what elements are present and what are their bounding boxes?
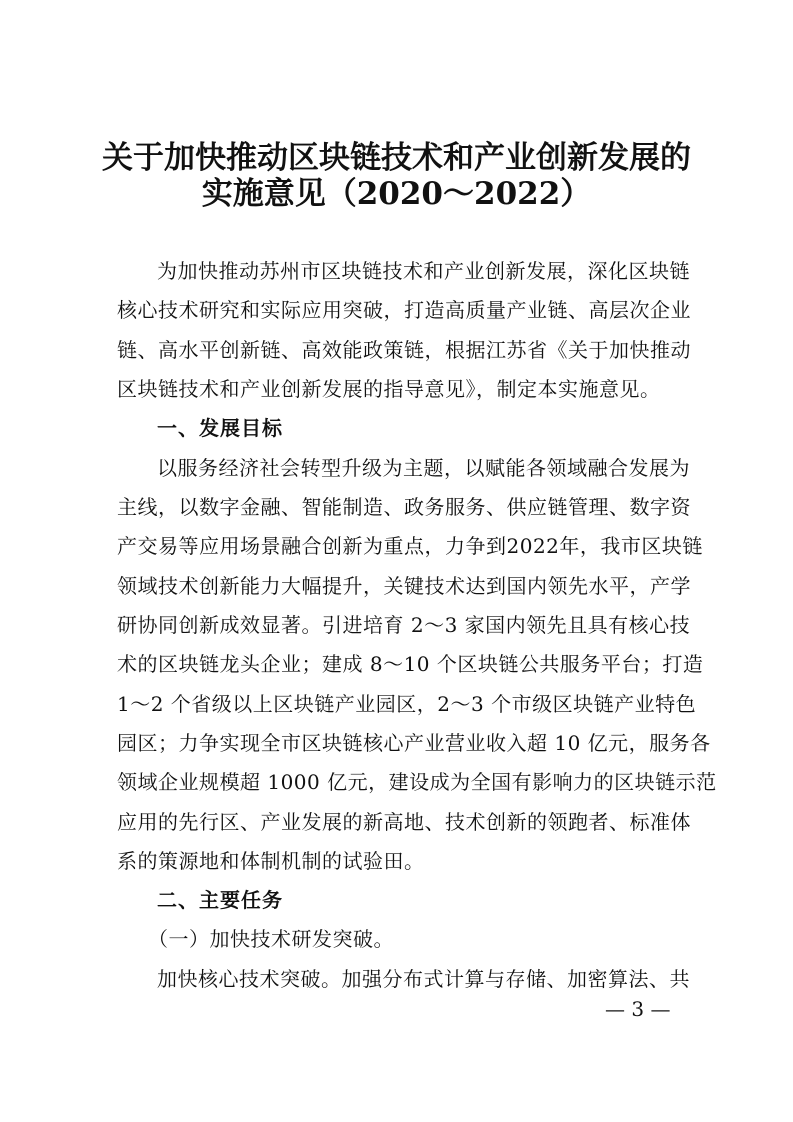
intro-line: 链、高水平创新链、高效能政策链，根据江苏省《关于加快推动: [117, 338, 691, 362]
section1-line: 1～2 个省级以上区块链产业园区，2～3 个市级区块链产业特色: [117, 692, 697, 716]
section2-line: 加快核心技术突破。加强分布式计算与存储、加密算法、共: [157, 967, 690, 991]
intro-line: 为加快推动苏州市区块链技术和产业创新发展，深化区块链: [157, 259, 690, 283]
document-title-line-2: 实施意见（2020～2022）: [201, 176, 592, 212]
intro-line: 核心技术研究和实际应用突破，打造高质量产业链、高层次企业: [117, 298, 691, 322]
intro-line: 区块链技术和产业创新发展的指导意见》，制定本实施意见。: [117, 377, 661, 401]
section1-line: 以服务经济社会转型升级为主题，以赋能各领域融合发展为: [157, 456, 690, 480]
section1-line: 术的区块链龙头企业；建成 8～10 个区块链公共服务平台；打造: [117, 652, 704, 676]
section1-line: 领域技术创新能力大幅提升，关键技术达到国内领先水平，产学: [117, 574, 691, 598]
section1-line: 领域企业规模超 1000 亿元，建设成为全国有影响力的区块链示范: [117, 770, 717, 794]
subsection-heading: （一）加快技术研发突破。: [148, 927, 394, 951]
section-heading-tasks: 二、主要任务: [157, 888, 283, 912]
document-title-line-1: 关于加快推动区块链技术和产业创新发展的: [102, 140, 691, 176]
section1-line: 园区；力争实现全市区块链核心产业营业收入超 10 亿元，服务各: [117, 731, 711, 755]
section1-line: 主线，以数字金融、智能制造、政务服务、供应链管理、数字资: [117, 495, 691, 519]
section1-line: 应用的先行区、产业发展的新高地、技术创新的领跑者、标准体: [117, 810, 691, 834]
section-heading-goals: 一、发展目标: [157, 416, 283, 440]
section1-line: 产交易等应用场景融合创新为重点，力争到2022年，我市区块链: [117, 534, 703, 558]
page-number: — 3 —: [605, 997, 671, 1021]
section1-line: 研协同创新成效显著。引进培育 2～3 家国内领先且具有核心技: [117, 613, 691, 637]
section1-line: 系的策源地和体制机制的试验田。: [117, 849, 425, 873]
